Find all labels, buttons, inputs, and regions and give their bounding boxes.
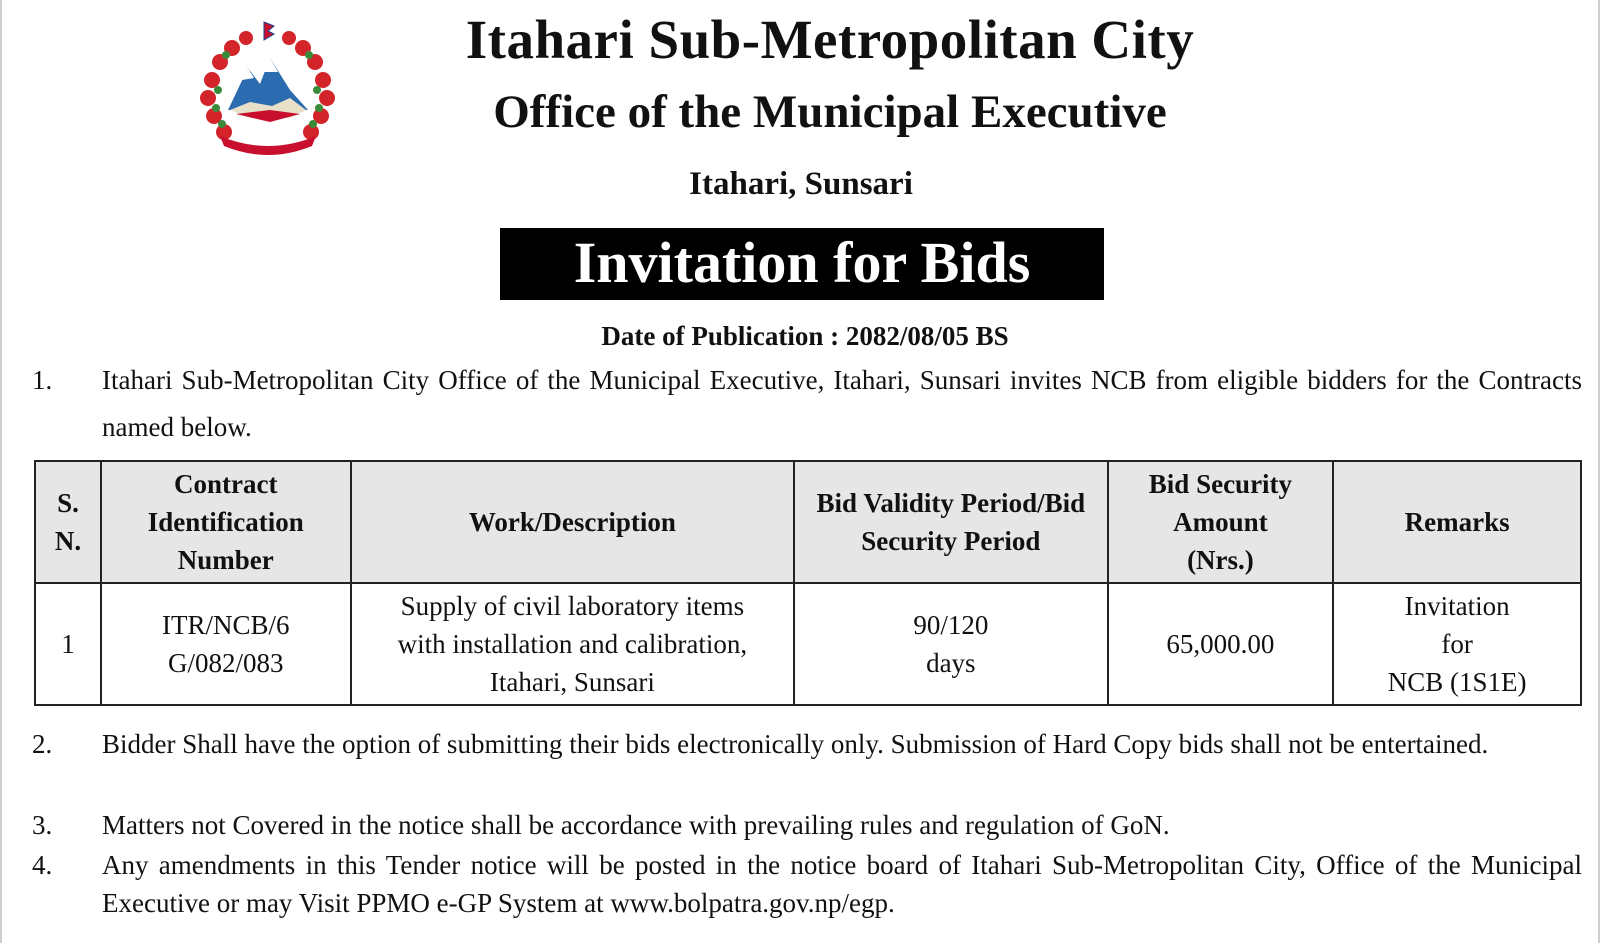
- header-bid-validity: Bid Validity Period/Bid Security Period: [794, 461, 1108, 583]
- cell-bid-security: 65,000.00: [1108, 583, 1334, 705]
- paragraph-text: Bidder Shall have the option of submitting their bids electronically only. Submission of Hard Copy bids shall not be entertained.: [102, 729, 1489, 759]
- table-header-row: [35, 461, 1581, 583]
- paragraph-2: [32, 725, 1582, 763]
- city-name-heading: Itahari Sub-Metropolitan City: [465, 9, 1195, 70]
- paragraph-3: [32, 806, 1582, 844]
- paragraph-number: 1.: [32, 365, 53, 395]
- cell-bid-validity: 90/120 days: [794, 583, 1108, 705]
- paragraph-number: 3.: [32, 810, 53, 840]
- cell-contract-id: ITR/NCB/6 G/082/083: [101, 583, 351, 705]
- header-bid-security: Bid Security Amount (Nrs.): [1108, 461, 1334, 583]
- header-remarks: Remarks: [1333, 461, 1581, 583]
- cell-work-description: Supply of civil laboratory items with installation and calibration, Itahari, Sunsari: [351, 583, 794, 705]
- paragraph-1: [32, 357, 1582, 451]
- header-contract-id: Contract Identification Number: [101, 461, 351, 583]
- paragraph-text: Any amendments in this Tender notice will be posted in the notice board of Itahari Sub-Metropolitan City, Office of the Municipal Executive or may Visit PPMO e-GP System at www.bolpatra.gov.np/egp.: [102, 850, 1582, 918]
- cell-sn: 1: [35, 583, 101, 705]
- contracts-table: [34, 460, 1582, 706]
- paragraph-text: Itahari Sub-Metropolitan City Office of the Municipal Executive, Itahari, Sunsari invites NCB from eligible bidders for the Contracts named below.: [102, 365, 1582, 442]
- office-heading: Office of the Municipal Executive: [493, 86, 1167, 138]
- paragraph-number: 4.: [32, 850, 53, 880]
- paragraph-number: 2.: [32, 729, 53, 759]
- header-work-description: Work/Description: [351, 461, 794, 583]
- header-sn: S. N.: [35, 461, 101, 583]
- paragraph-4: [32, 846, 1582, 922]
- table-row: [35, 583, 1581, 705]
- cell-remarks: Invitation for NCB (1S1E): [1333, 583, 1581, 705]
- publication-date: Date of Publication : 2082/08/05 BS: [601, 321, 1009, 351]
- location-heading: Itahari, Sunsari: [689, 166, 913, 202]
- paragraph-text: Matters not Covered in the notice shall be accordance with prevailing rules and regulation of GoN.: [102, 810, 1170, 840]
- notice-title-banner: Invitation for Bids: [500, 228, 1104, 300]
